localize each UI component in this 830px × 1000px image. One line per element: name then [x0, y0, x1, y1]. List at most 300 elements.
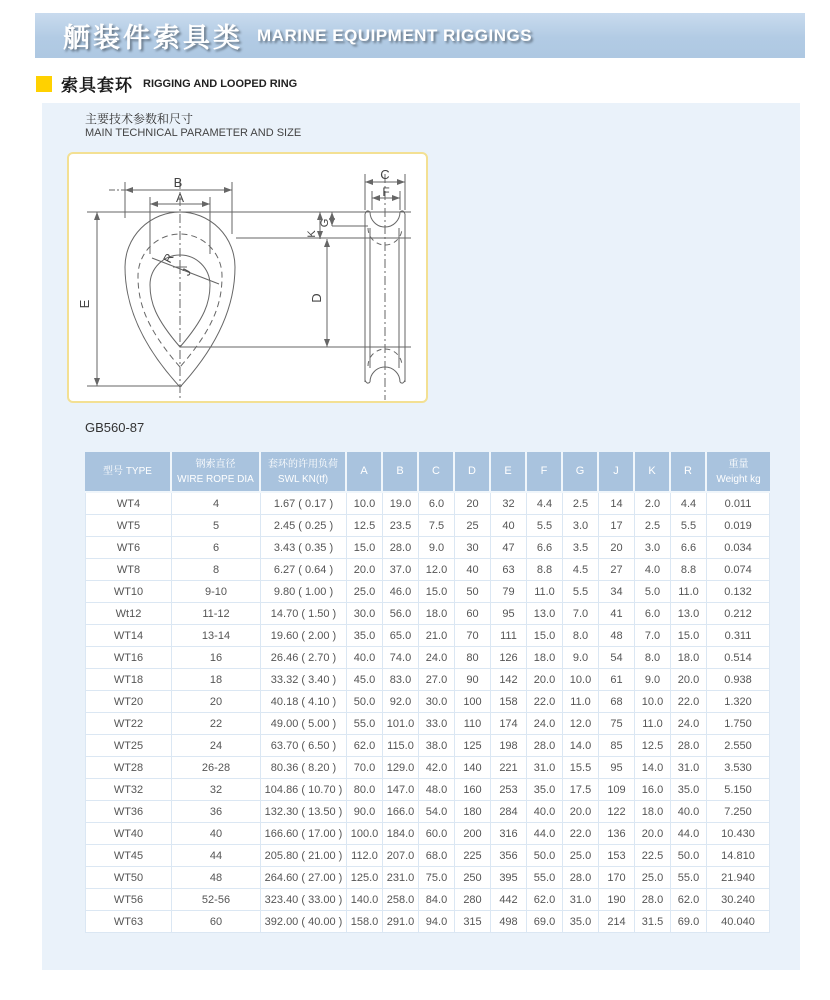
table-cell: 22.0	[563, 823, 599, 845]
table-cell: 16	[172, 647, 261, 669]
table-cell: 1.750	[707, 713, 770, 735]
table-cell: 18.0	[419, 603, 455, 625]
column-header: F	[527, 452, 563, 493]
table-cell: 24.0	[527, 713, 563, 735]
table-cell: 33.32 ( 3.40 )	[261, 669, 347, 691]
table-cell: 1.67 ( 0.17 )	[261, 493, 347, 515]
table-cell: WT10	[85, 581, 172, 603]
section-title-zh: 索具套环	[61, 76, 133, 95]
table-cell: 30.0	[347, 603, 383, 625]
thimble-technical-drawing	[69, 154, 426, 401]
table-cell: WT56	[85, 889, 172, 911]
table-row	[85, 735, 770, 757]
column-header: J	[599, 452, 635, 493]
table-cell: 5.5	[563, 581, 599, 603]
table-cell: 56.0	[383, 603, 419, 625]
column-header: C	[419, 452, 455, 493]
table-cell: 0.034	[707, 537, 770, 559]
table-cell: 10.0	[563, 669, 599, 691]
table-cell: 90	[455, 669, 491, 691]
table-cell: 14.0	[563, 735, 599, 757]
table-cell: WT4	[85, 493, 172, 515]
table-cell: 85	[599, 735, 635, 757]
table-cell: 28.0	[383, 537, 419, 559]
column-header: B	[383, 452, 419, 493]
table-cell: WT20	[85, 691, 172, 713]
table-cell: 160	[455, 779, 491, 801]
table-cell: 33.0	[419, 713, 455, 735]
table-cell: 28.0	[671, 735, 707, 757]
table-cell: 4.5	[563, 559, 599, 581]
table-cell: 68.0	[419, 845, 455, 867]
dim-label-E: E	[77, 299, 92, 309]
table-cell: 15.0	[527, 625, 563, 647]
table-cell: 170	[599, 867, 635, 889]
table-cell: 35.0	[527, 779, 563, 801]
table-cell: 28.0	[635, 889, 671, 911]
table-cell: 49.00 ( 5.00 )	[261, 713, 347, 735]
table-cell: 22.0	[671, 691, 707, 713]
table-row	[85, 537, 770, 559]
table-cell: 10.0	[347, 493, 383, 515]
table-cell: 42.0	[419, 757, 455, 779]
column-header: 型号 TYPE	[85, 452, 172, 493]
table-cell: 9.0	[635, 669, 671, 691]
table-cell: 158	[491, 691, 527, 713]
table-cell: 3.0	[635, 537, 671, 559]
table-row	[85, 559, 770, 581]
table-cell: 190	[599, 889, 635, 911]
table-cell: 20	[599, 537, 635, 559]
table-cell: 70	[455, 625, 491, 647]
table-cell: 30	[455, 537, 491, 559]
table-cell: 291.0	[383, 911, 419, 933]
table-row	[85, 823, 770, 845]
table-cell: 184.0	[383, 823, 419, 845]
table-cell: 3.0	[563, 515, 599, 537]
table-cell: 8.8	[527, 559, 563, 581]
table-cell: 20	[455, 493, 491, 515]
table-cell: 94.0	[419, 911, 455, 933]
table-cell: 2.5	[563, 493, 599, 515]
table-cell: 92.0	[383, 691, 419, 713]
table-cell: WT14	[85, 625, 172, 647]
table-cell: WT40	[85, 823, 172, 845]
table-cell: 28.0	[563, 867, 599, 889]
table-cell: 68	[599, 691, 635, 713]
table-cell: 48	[172, 867, 261, 889]
table-cell: 18.0	[527, 647, 563, 669]
column-header: R	[671, 452, 707, 493]
table-cell: 10.0	[635, 691, 671, 713]
table-cell: 15.0	[419, 581, 455, 603]
table-cell: 15.0	[671, 625, 707, 647]
table-cell: 6.6	[527, 537, 563, 559]
table-cell: 26-28	[172, 757, 261, 779]
table-cell: WT45	[85, 845, 172, 867]
table-cell: 3.5	[563, 537, 599, 559]
table-cell: 12.5	[347, 515, 383, 537]
table-cell: 7.0	[635, 625, 671, 647]
table-cell: 4.4	[527, 493, 563, 515]
table-cell: 12.0	[419, 559, 455, 581]
table-cell: 0.311	[707, 625, 770, 647]
table-cell: 11.0	[563, 691, 599, 713]
table-cell: 225	[455, 845, 491, 867]
table-cell: 180	[455, 801, 491, 823]
table-cell: 316	[491, 823, 527, 845]
table-cell: 55.0	[347, 713, 383, 735]
table-cell: 104.86 ( 10.70 )	[261, 779, 347, 801]
table-cell: 40.0	[347, 647, 383, 669]
column-header: D	[455, 452, 491, 493]
dim-label-R: R	[160, 251, 177, 266]
table-cell: 0.212	[707, 603, 770, 625]
table-cell: 24	[172, 735, 261, 757]
section-title-en: RIGGING AND LOOPED RING	[143, 77, 298, 90]
table-cell: 0.514	[707, 647, 770, 669]
table-cell: 3.530	[707, 757, 770, 779]
table-cell: 125.0	[347, 867, 383, 889]
table-cell: 200	[455, 823, 491, 845]
table-cell: 315	[455, 911, 491, 933]
table-cell: 6.0	[635, 603, 671, 625]
table-cell: 8.0	[563, 625, 599, 647]
table-cell: 63.70 ( 6.50 )	[261, 735, 347, 757]
table-cell: 31.5	[635, 911, 671, 933]
table-cell: 44.0	[527, 823, 563, 845]
table-cell: 0.132	[707, 581, 770, 603]
table-cell: 142	[491, 669, 527, 691]
table-cell: WT22	[85, 713, 172, 735]
table-cell: 46.0	[383, 581, 419, 603]
table-cell: 40	[491, 515, 527, 537]
table-cell: 30.0	[419, 691, 455, 713]
table-cell: WT25	[85, 735, 172, 757]
table-cell: 11.0	[671, 581, 707, 603]
table-cell: 45.0	[347, 669, 383, 691]
table-cell: 5.150	[707, 779, 770, 801]
table-cell: 136	[599, 823, 635, 845]
table-row	[85, 757, 770, 779]
table-cell: 7.250	[707, 801, 770, 823]
table-cell: 7.0	[563, 603, 599, 625]
column-header: 钢索直径 WIRE ROPE DIA	[172, 452, 261, 493]
table-cell: 23.5	[383, 515, 419, 537]
table-cell: 11.0	[635, 713, 671, 735]
content-panel	[42, 103, 800, 970]
table-cell: 31.0	[527, 757, 563, 779]
table-cell: WT8	[85, 559, 172, 581]
table-cell: 24.0	[419, 647, 455, 669]
table-cell: 0.938	[707, 669, 770, 691]
table-cell: 28.0	[527, 735, 563, 757]
table-cell: 122	[599, 801, 635, 823]
table-cell: 101.0	[383, 713, 419, 735]
intro-line-en: MAIN TECHNICAL PARAMETER AND SIZE	[85, 127, 302, 139]
table-cell: 60	[455, 603, 491, 625]
table-cell: 392.00 ( 40.00 )	[261, 911, 347, 933]
table-row	[85, 867, 770, 889]
table-cell: 22	[172, 713, 261, 735]
table-cell: 74.0	[383, 647, 419, 669]
table-cell: 79	[491, 581, 527, 603]
table-cell: 9.0	[563, 647, 599, 669]
table-cell: 11-12	[172, 603, 261, 625]
dim-label-K: K	[306, 230, 318, 238]
table-cell: 8	[172, 559, 261, 581]
table-cell: 35.0	[563, 911, 599, 933]
table-cell: 63	[491, 559, 527, 581]
table-cell: 129.0	[383, 757, 419, 779]
table-cell: 153	[599, 845, 635, 867]
table-cell: 5	[172, 515, 261, 537]
table-cell: 214	[599, 911, 635, 933]
table-cell: 166.60 ( 17.00 )	[261, 823, 347, 845]
table-cell: 132.30 ( 13.50 )	[261, 801, 347, 823]
spec-table	[85, 452, 770, 933]
table-cell: 12.5	[635, 735, 671, 757]
column-header: E	[491, 452, 527, 493]
table-row	[85, 801, 770, 823]
table-cell: 111	[491, 625, 527, 647]
banner-title-zh: 舾装件索具类	[63, 23, 243, 53]
table-cell: 20	[172, 691, 261, 713]
table-cell: WT32	[85, 779, 172, 801]
table-cell: 38.0	[419, 735, 455, 757]
table-cell: 280	[455, 889, 491, 911]
table-cell: 10.430	[707, 823, 770, 845]
table-cell: 258.0	[383, 889, 419, 911]
table-cell: 62.0	[671, 889, 707, 911]
table-cell: 60	[172, 911, 261, 933]
table-cell: 19.0	[383, 493, 419, 515]
table-cell: 4.0	[635, 559, 671, 581]
table-cell: 48	[599, 625, 635, 647]
table-cell: 5.0	[635, 581, 671, 603]
table-cell: 50.0	[527, 845, 563, 867]
table-cell: 18.0	[671, 647, 707, 669]
table-cell: 35.0	[347, 625, 383, 647]
table-cell: 41	[599, 603, 635, 625]
table-cell: 112.0	[347, 845, 383, 867]
table-cell: 20.0	[347, 559, 383, 581]
table-cell: 4	[172, 493, 261, 515]
table-cell: 231.0	[383, 867, 419, 889]
table-cell: 69.0	[527, 911, 563, 933]
table-cell: 90.0	[347, 801, 383, 823]
table-cell: 2.45 ( 0.25 )	[261, 515, 347, 537]
table-cell: 25.0	[563, 845, 599, 867]
table-cell: 37.0	[383, 559, 419, 581]
table-cell: 50.0	[671, 845, 707, 867]
table-cell: 62.0	[527, 889, 563, 911]
table-cell: 13.0	[527, 603, 563, 625]
table-row	[85, 779, 770, 801]
table-cell: 2.0	[635, 493, 671, 515]
table-cell: 109	[599, 779, 635, 801]
table-cell: 95	[599, 757, 635, 779]
table-body	[85, 493, 770, 933]
table-cell: 110	[455, 713, 491, 735]
table-cell: 70.0	[347, 757, 383, 779]
table-cell: 21.940	[707, 867, 770, 889]
table-cell: 84.0	[419, 889, 455, 911]
table-cell: 125	[455, 735, 491, 757]
table-cell: 25.0	[347, 581, 383, 603]
table-cell: 2.5	[635, 515, 671, 537]
table-cell: 13-14	[172, 625, 261, 647]
table-cell: 166.0	[383, 801, 419, 823]
table-cell: 61	[599, 669, 635, 691]
table-cell: 140	[455, 757, 491, 779]
table-cell: 80.36 ( 8.20 )	[261, 757, 347, 779]
table-cell: WT5	[85, 515, 172, 537]
table-cell: WT36	[85, 801, 172, 823]
dim-label-F: F	[382, 185, 390, 199]
dim-label-B: B	[173, 175, 183, 190]
table-cell: Wt12	[85, 603, 172, 625]
table-cell: 69.0	[671, 911, 707, 933]
table-cell: 253	[491, 779, 527, 801]
table-cell: 75.0	[419, 867, 455, 889]
table-cell: 198	[491, 735, 527, 757]
table-cell: 30.240	[707, 889, 770, 911]
table-cell: 12.0	[563, 713, 599, 735]
table-cell: 140.0	[347, 889, 383, 911]
table-cell: 6.27 ( 0.64 )	[261, 559, 347, 581]
table-cell: 17.5	[563, 779, 599, 801]
table-cell: 8.8	[671, 559, 707, 581]
table-cell: 0.074	[707, 559, 770, 581]
diagram-box	[67, 152, 428, 403]
standard-code: GB560-87	[85, 420, 145, 435]
table-cell: 100.0	[347, 823, 383, 845]
table-cell: 20.0	[527, 669, 563, 691]
table-cell: 11.0	[527, 581, 563, 603]
table-cell: 8.0	[635, 647, 671, 669]
table-cell: 32	[491, 493, 527, 515]
table-cell: 27	[599, 559, 635, 581]
table-cell: 55.0	[527, 867, 563, 889]
column-header: K	[635, 452, 671, 493]
table-cell: 9.0	[419, 537, 455, 559]
yellow-square-bullet-icon	[36, 76, 52, 92]
table-cell: 83.0	[383, 669, 419, 691]
table-cell: 5.5	[527, 515, 563, 537]
table-cell: 27.0	[419, 669, 455, 691]
dim-label-D: D	[309, 293, 324, 303]
table-cell: 26.46 ( 2.70 )	[261, 647, 347, 669]
table-cell: 25	[455, 515, 491, 537]
table-cell: 24.0	[671, 713, 707, 735]
table-cell: 18.0	[635, 801, 671, 823]
table-cell: 32	[172, 779, 261, 801]
table-cell: 147.0	[383, 779, 419, 801]
table-cell: 35.0	[671, 779, 707, 801]
column-header: 重量 Weight kg	[707, 452, 770, 493]
column-header: 套环的许用负荷 SWL KN(tf)	[261, 452, 347, 493]
table-cell: 50.0	[347, 691, 383, 713]
table-row	[85, 647, 770, 669]
dim-label-A: A	[175, 191, 185, 205]
table-cell: 50	[455, 581, 491, 603]
table-row	[85, 889, 770, 911]
table-cell: 62.0	[347, 735, 383, 757]
table-cell: 4.4	[671, 493, 707, 515]
table-cell: 25.0	[635, 867, 671, 889]
table-cell: 5.5	[671, 515, 707, 537]
table-cell: 75	[599, 713, 635, 735]
table-cell: 17	[599, 515, 635, 537]
table-cell: 323.40 ( 33.00 )	[261, 889, 347, 911]
table-cell: 95	[491, 603, 527, 625]
table-cell: 48.0	[419, 779, 455, 801]
table-row	[85, 493, 770, 515]
table-row	[85, 515, 770, 537]
column-header: A	[347, 452, 383, 493]
table-cell: 498	[491, 911, 527, 933]
table-cell: 20.0	[671, 669, 707, 691]
table-cell: 40.0	[527, 801, 563, 823]
table-cell: 356	[491, 845, 527, 867]
table-cell: 22.5	[635, 845, 671, 867]
table-cell: WT6	[85, 537, 172, 559]
table-row	[85, 625, 770, 647]
dim-label-J: J	[178, 266, 195, 279]
table-cell: 14.0	[635, 757, 671, 779]
table-row	[85, 669, 770, 691]
table-cell: 44	[172, 845, 261, 867]
table-cell: 44.0	[671, 823, 707, 845]
table-cell: WT63	[85, 911, 172, 933]
table-cell: 13.0	[671, 603, 707, 625]
table-cell: 21.0	[419, 625, 455, 647]
table-cell: 14.70 ( 1.50 )	[261, 603, 347, 625]
table-cell: 9.80 ( 1.00 )	[261, 581, 347, 603]
table-cell: 80	[455, 647, 491, 669]
table-cell: 20.0	[635, 823, 671, 845]
table-row	[85, 713, 770, 735]
table-cell: 284	[491, 801, 527, 823]
table-cell: 207.0	[383, 845, 419, 867]
table-cell: 0.011	[707, 493, 770, 515]
table-cell: 205.80 ( 21.00 )	[261, 845, 347, 867]
table-cell: 3.43 ( 0.35 )	[261, 537, 347, 559]
table-cell: 442	[491, 889, 527, 911]
table-cell: 65.0	[383, 625, 419, 647]
dim-label-G: G	[319, 218, 331, 228]
table-cell: 7.5	[419, 515, 455, 537]
table-cell: 36	[172, 801, 261, 823]
table-cell: 80.0	[347, 779, 383, 801]
table-cell: 60.0	[419, 823, 455, 845]
table-row	[85, 581, 770, 603]
page-banner	[35, 13, 805, 58]
table-cell: 250	[455, 867, 491, 889]
table-cell: 40	[172, 823, 261, 845]
table-cell: 9-10	[172, 581, 261, 603]
table-header-row	[85, 452, 770, 493]
table-cell: 15.5	[563, 757, 599, 779]
table-cell: 22.0	[527, 691, 563, 713]
banner-title-en: MARINE EQUIPMENT RIGGINGS	[257, 25, 533, 45]
table-cell: WT50	[85, 867, 172, 889]
table-cell: 100	[455, 691, 491, 713]
table-cell: 2.550	[707, 735, 770, 757]
table-cell: 1.320	[707, 691, 770, 713]
table-cell: 40.0	[671, 801, 707, 823]
